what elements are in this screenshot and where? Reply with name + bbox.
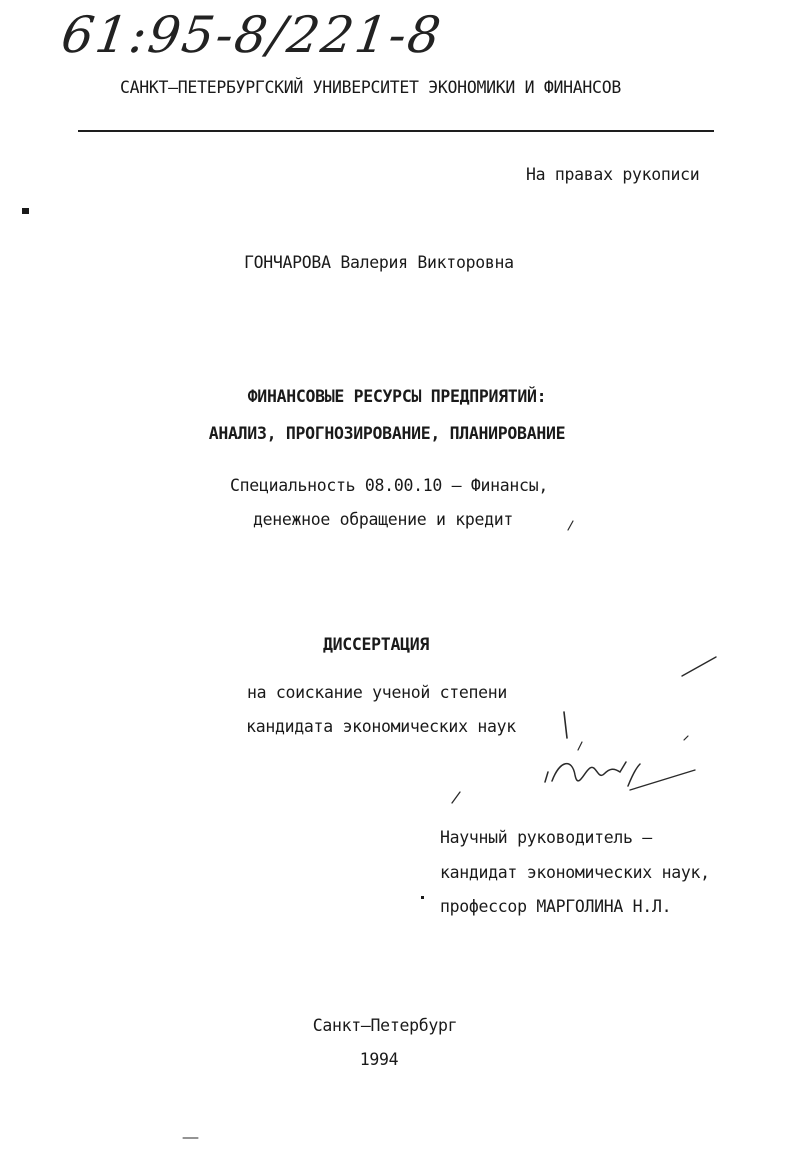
year: 1994 (359, 1050, 399, 1069)
city: Санкт–Петербург (312, 1016, 458, 1035)
work-type-line1: на соискание ученой степени (246, 683, 508, 702)
specialty-line2: денежное обращение и кредит (252, 510, 514, 529)
rights-note: На правах рукописи (526, 165, 700, 184)
scan-speck (421, 896, 424, 899)
specialty-line1: Специальность 08.00.10 – Финансы, (230, 476, 548, 495)
signature-underline (630, 770, 695, 790)
university-name: САНКТ–ПЕТЕРБУРГСКИЙ УНИВЕРСИТЕТ ЭКОНОМИКИ И ФИНАНСОВ (120, 78, 621, 97)
supervisor-line2: кандидат экономических наук, (440, 863, 710, 882)
pen-tick (578, 742, 582, 750)
dissertation-title-line2: АНАЛИЗ, ПРОГНОЗИРОВАНИЕ, ПЛАНИРОВАНИЕ (208, 424, 566, 443)
pen-stroke (682, 657, 716, 676)
author-name: ГОНЧАРОВА Валерия Викторовна (244, 253, 514, 272)
pen-tick (684, 736, 688, 740)
handwritten-signature (545, 762, 640, 786)
dissertation-title-line1: ФИНАНСОВЫЕ РЕСУРСЫ ПРЕДПРИЯТИЙ: (247, 387, 547, 406)
pen-tick (568, 521, 573, 530)
supervisor-line3: профессор МАРГОЛИНА Н.Л. (440, 897, 672, 916)
archive-number-handwritten: 61:95-8/221-8 (57, 6, 446, 64)
work-type-heading: ДИССЕРТАЦИЯ (323, 635, 429, 654)
supervisor-line1: Научный руководитель – (440, 828, 652, 847)
pen-tick (452, 792, 460, 803)
pen-stroke (564, 712, 567, 738)
work-type-line2: кандидата экономических наук (246, 717, 516, 736)
